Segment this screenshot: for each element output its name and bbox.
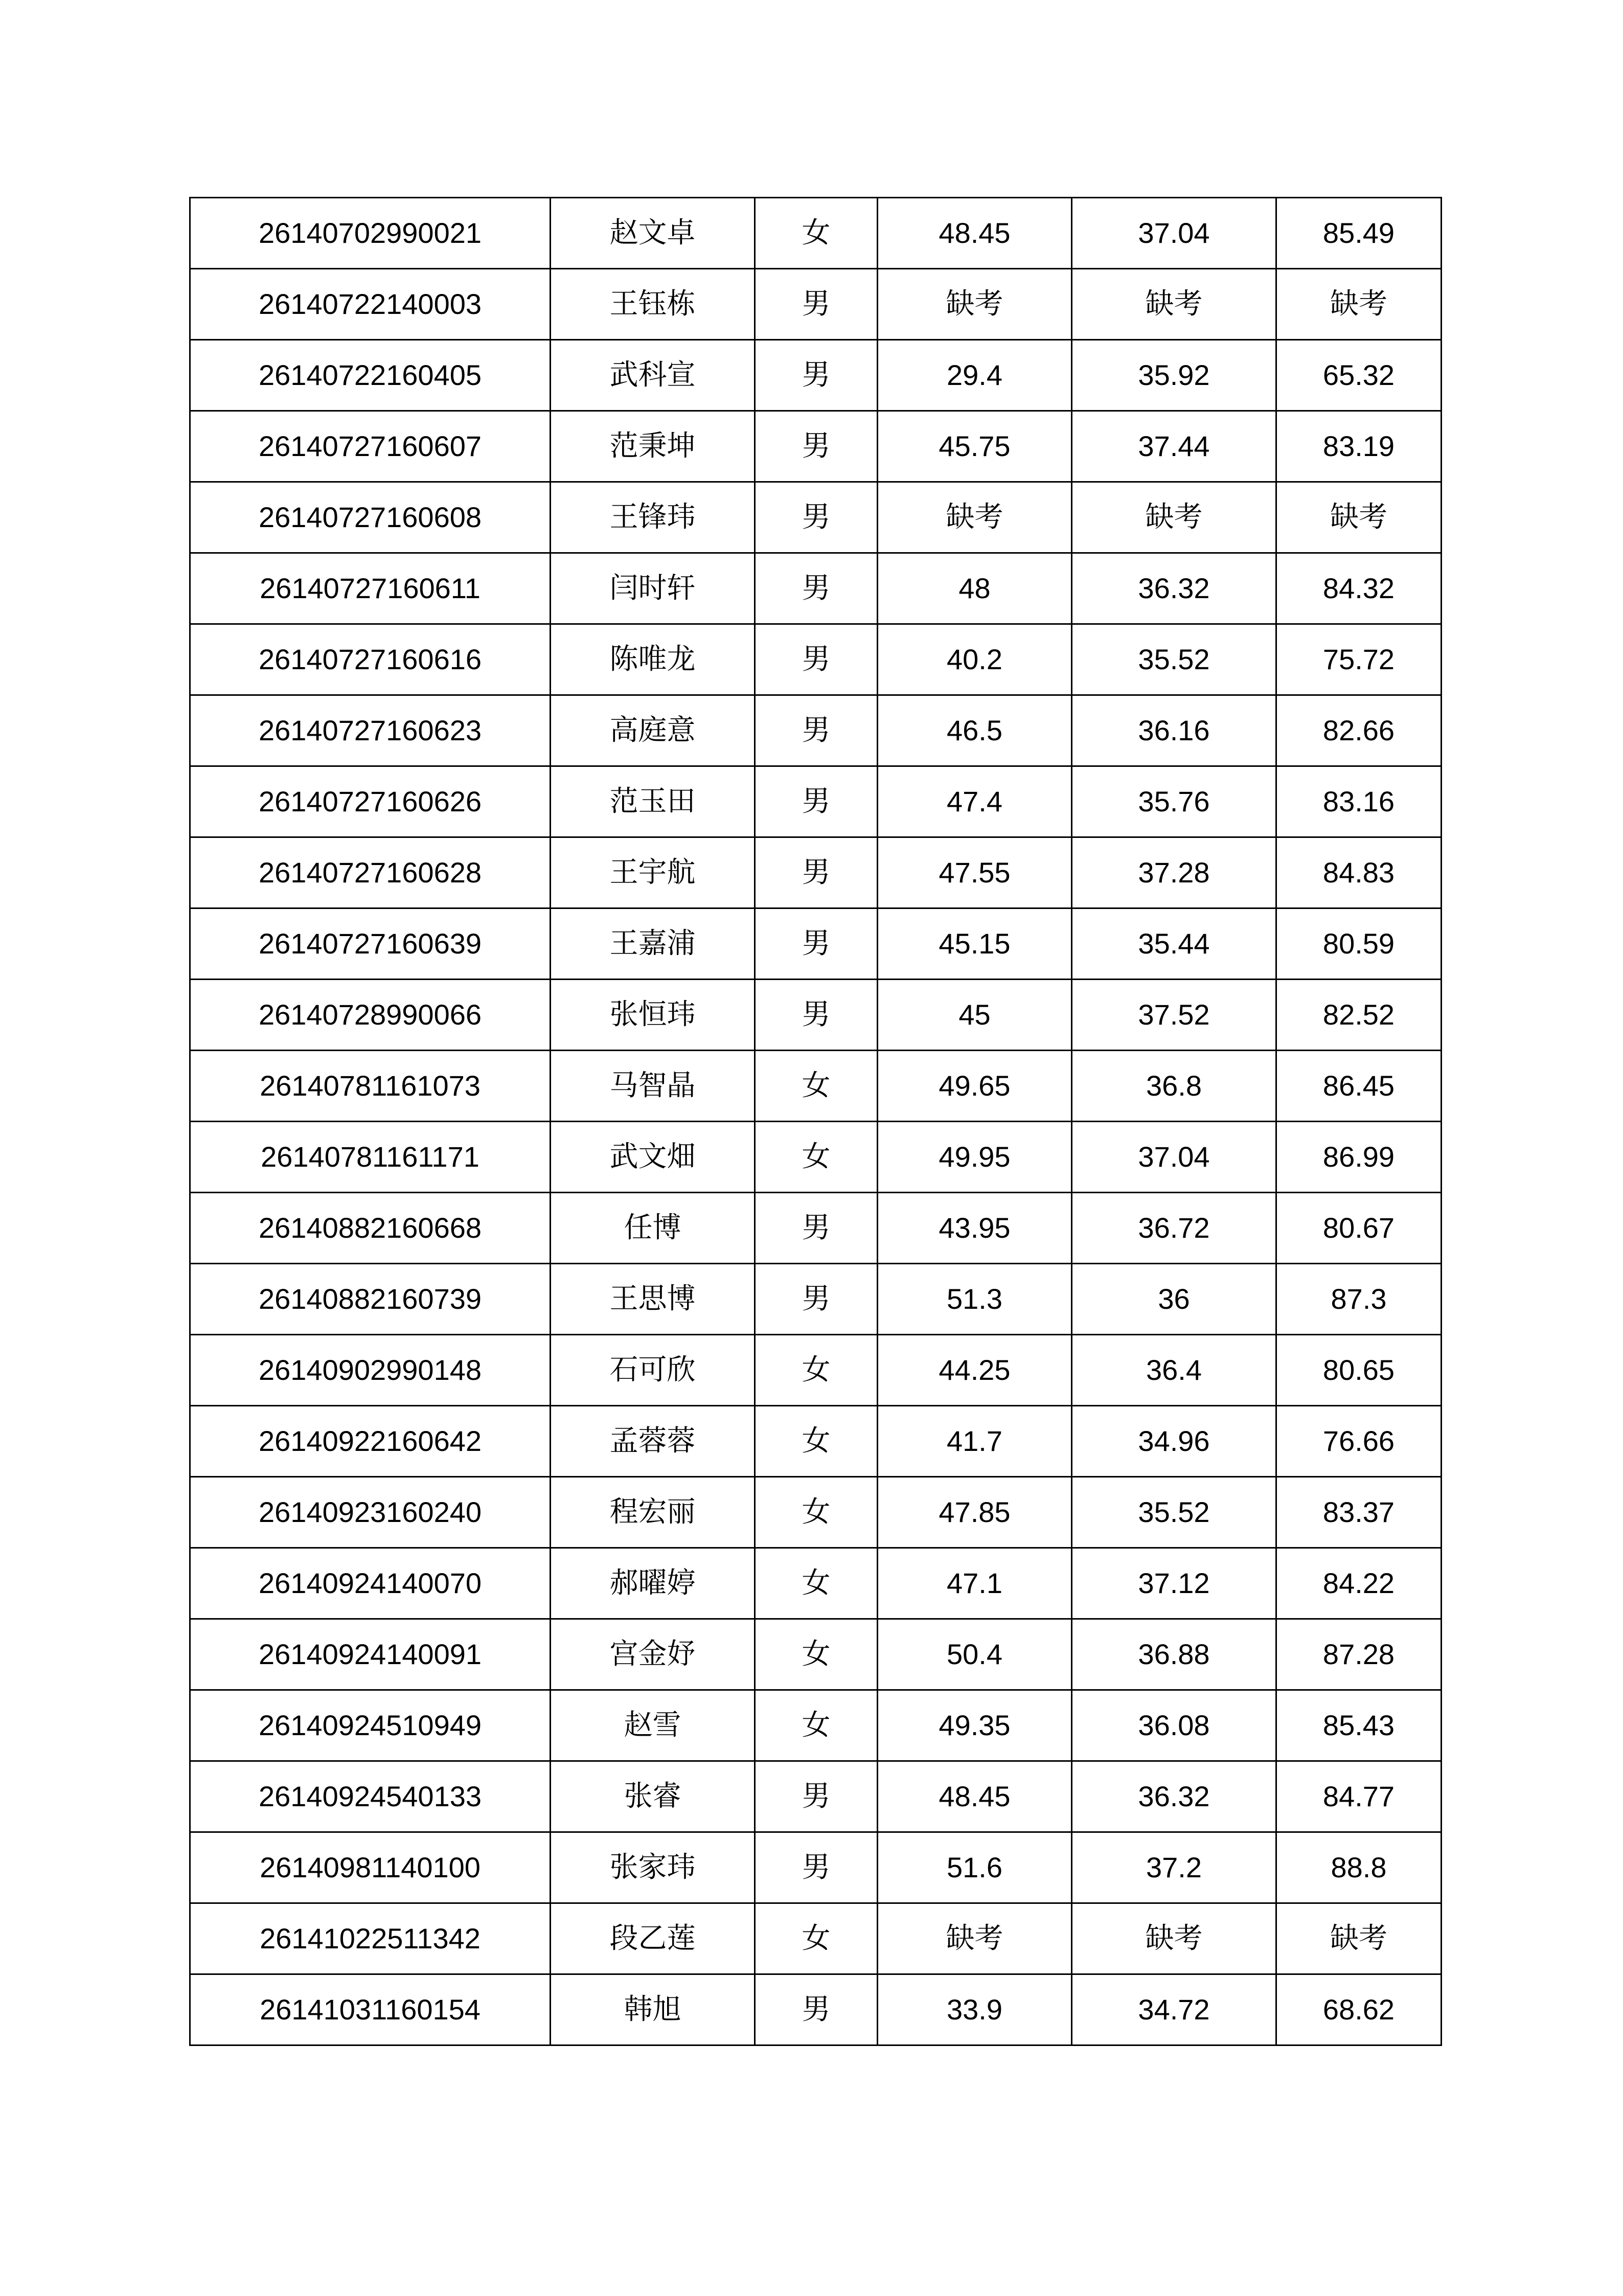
candidate-id-cell: 26140924510949 <box>190 1690 551 1761</box>
name-cell: 马智晶 <box>551 1051 755 1122</box>
score-table <box>189 197 1442 2046</box>
gender-cell: 男 <box>755 1761 878 1832</box>
score1-cell: 缺考 <box>878 1903 1072 1974</box>
candidate-id-cell: 26140727160639 <box>190 908 551 980</box>
score1-cell: 46.5 <box>878 695 1072 766</box>
table-row <box>190 482 1442 553</box>
score1-cell: 缺考 <box>878 482 1072 553</box>
name-cell: 闫时轩 <box>551 553 755 624</box>
gender-cell: 男 <box>755 980 878 1051</box>
candidate-id-cell: 26140781161073 <box>190 1051 551 1122</box>
score1-cell: 40.2 <box>878 624 1072 695</box>
gender-cell: 男 <box>755 1193 878 1264</box>
score1-cell: 43.95 <box>878 1193 1072 1264</box>
total-cell: 缺考 <box>1276 482 1442 553</box>
total-cell: 82.52 <box>1276 980 1442 1051</box>
candidate-id-cell: 26140702990021 <box>190 198 551 269</box>
score1-cell: 47.55 <box>878 837 1072 908</box>
score1-cell: 45.75 <box>878 411 1072 482</box>
gender-cell: 男 <box>755 837 878 908</box>
score2-cell: 37.28 <box>1072 837 1276 908</box>
candidate-id-cell: 26140722160405 <box>190 340 551 411</box>
table-row <box>190 1619 1442 1690</box>
score1-cell: 45 <box>878 980 1072 1051</box>
name-cell: 赵雪 <box>551 1690 755 1761</box>
total-cell: 84.83 <box>1276 837 1442 908</box>
gender-cell: 女 <box>755 1477 878 1548</box>
score2-cell: 缺考 <box>1072 482 1276 553</box>
total-cell: 75.72 <box>1276 624 1442 695</box>
score2-cell: 37.04 <box>1072 1122 1276 1193</box>
total-cell: 87.3 <box>1276 1264 1442 1335</box>
score1-cell: 47.85 <box>878 1477 1072 1548</box>
candidate-id-cell: 26140727160626 <box>190 766 551 837</box>
gender-cell: 男 <box>755 695 878 766</box>
gender-cell: 男 <box>755 1974 878 2045</box>
total-cell: 84.77 <box>1276 1761 1442 1832</box>
score2-cell: 37.2 <box>1072 1832 1276 1903</box>
total-cell: 缺考 <box>1276 269 1442 340</box>
name-cell: 王锋玮 <box>551 482 755 553</box>
name-cell: 范玉田 <box>551 766 755 837</box>
score2-cell: 37.52 <box>1072 980 1276 1051</box>
name-cell: 王宇航 <box>551 837 755 908</box>
candidate-id-cell: 26141031160154 <box>190 1974 551 2045</box>
table-row <box>190 766 1442 837</box>
total-cell: 86.99 <box>1276 1122 1442 1193</box>
total-cell: 65.32 <box>1276 340 1442 411</box>
table-row <box>190 1832 1442 1903</box>
total-cell: 80.67 <box>1276 1193 1442 1264</box>
gender-cell: 女 <box>755 1122 878 1193</box>
gender-cell: 男 <box>755 482 878 553</box>
table-row <box>190 1193 1442 1264</box>
name-cell: 武科宣 <box>551 340 755 411</box>
gender-cell: 男 <box>755 766 878 837</box>
score2-cell: 35.52 <box>1072 624 1276 695</box>
gender-cell: 男 <box>755 1832 878 1903</box>
candidate-id-cell: 26140922160642 <box>190 1406 551 1477</box>
name-cell: 任博 <box>551 1193 755 1264</box>
score2-cell: 缺考 <box>1072 269 1276 340</box>
candidate-id-cell: 26140722140003 <box>190 269 551 340</box>
score2-cell: 35.52 <box>1072 1477 1276 1548</box>
gender-cell: 女 <box>755 1051 878 1122</box>
score2-cell: 36.88 <box>1072 1619 1276 1690</box>
score1-cell: 48.45 <box>878 1761 1072 1832</box>
name-cell: 孟蓉蓉 <box>551 1406 755 1477</box>
total-cell: 80.65 <box>1276 1335 1442 1406</box>
candidate-id-cell: 26140924140091 <box>190 1619 551 1690</box>
name-cell: 石可欣 <box>551 1335 755 1406</box>
score1-cell: 缺考 <box>878 269 1072 340</box>
total-cell: 84.32 <box>1276 553 1442 624</box>
score2-cell: 缺考 <box>1072 1903 1276 1974</box>
name-cell: 段乙莲 <box>551 1903 755 1974</box>
score1-cell: 50.4 <box>878 1619 1072 1690</box>
candidate-id-cell: 26140727160623 <box>190 695 551 766</box>
candidate-id-cell: 26140981140100 <box>190 1832 551 1903</box>
table-row <box>190 1335 1442 1406</box>
score2-cell: 34.96 <box>1072 1406 1276 1477</box>
table-row <box>190 411 1442 482</box>
table-row <box>190 980 1442 1051</box>
score2-cell: 36.8 <box>1072 1051 1276 1122</box>
candidate-id-cell: 26140924140070 <box>190 1548 551 1619</box>
gender-cell: 女 <box>755 1903 878 1974</box>
gender-cell: 女 <box>755 1548 878 1619</box>
score1-cell: 41.7 <box>878 1406 1072 1477</box>
total-cell: 87.28 <box>1276 1619 1442 1690</box>
name-cell: 张恒玮 <box>551 980 755 1051</box>
table-row <box>190 1690 1442 1761</box>
score2-cell: 35.76 <box>1072 766 1276 837</box>
score1-cell: 44.25 <box>878 1335 1072 1406</box>
name-cell: 张睿 <box>551 1761 755 1832</box>
name-cell: 高庭意 <box>551 695 755 766</box>
score2-cell: 36.4 <box>1072 1335 1276 1406</box>
total-cell: 88.8 <box>1276 1832 1442 1903</box>
score1-cell: 51.3 <box>878 1264 1072 1335</box>
name-cell: 赵文卓 <box>551 198 755 269</box>
name-cell: 王思博 <box>551 1264 755 1335</box>
gender-cell: 男 <box>755 553 878 624</box>
gender-cell: 女 <box>755 1406 878 1477</box>
gender-cell: 女 <box>755 1335 878 1406</box>
table-row <box>190 340 1442 411</box>
table-row <box>190 1477 1442 1548</box>
candidate-id-cell: 26140923160240 <box>190 1477 551 1548</box>
table-row <box>190 695 1442 766</box>
table-row <box>190 908 1442 980</box>
gender-cell: 女 <box>755 1690 878 1761</box>
gender-cell: 男 <box>755 1264 878 1335</box>
score1-cell: 48.45 <box>878 198 1072 269</box>
score1-cell: 47.1 <box>878 1548 1072 1619</box>
total-cell: 68.62 <box>1276 1974 1442 2045</box>
score2-cell: 36.16 <box>1072 695 1276 766</box>
candidate-id-cell: 26140882160668 <box>190 1193 551 1264</box>
table-row <box>190 1548 1442 1619</box>
gender-cell: 女 <box>755 1619 878 1690</box>
score2-cell: 37.44 <box>1072 411 1276 482</box>
name-cell: 王嘉浦 <box>551 908 755 980</box>
score1-cell: 47.4 <box>878 766 1072 837</box>
candidate-id-cell: 26140728990066 <box>190 980 551 1051</box>
score2-cell: 37.12 <box>1072 1548 1276 1619</box>
candidate-id-cell: 26140727160607 <box>190 411 551 482</box>
candidate-id-cell: 26140727160608 <box>190 482 551 553</box>
score-table-body <box>190 198 1442 2045</box>
name-cell: 王钰栋 <box>551 269 755 340</box>
name-cell: 张家玮 <box>551 1832 755 1903</box>
name-cell: 武文畑 <box>551 1122 755 1193</box>
table-row <box>190 1903 1442 1974</box>
table-row <box>190 269 1442 340</box>
candidate-id-cell: 26140882160739 <box>190 1264 551 1335</box>
score2-cell: 36.32 <box>1072 553 1276 624</box>
score2-cell: 36.08 <box>1072 1690 1276 1761</box>
candidate-id-cell: 26140781161171 <box>190 1122 551 1193</box>
gender-cell: 男 <box>755 411 878 482</box>
name-cell: 范秉坤 <box>551 411 755 482</box>
total-cell: 83.16 <box>1276 766 1442 837</box>
score2-cell: 37.04 <box>1072 198 1276 269</box>
table-row <box>190 1264 1442 1335</box>
total-cell: 85.43 <box>1276 1690 1442 1761</box>
score1-cell: 33.9 <box>878 1974 1072 2045</box>
candidate-id-cell: 26140902990148 <box>190 1335 551 1406</box>
name-cell: 程宏丽 <box>551 1477 755 1548</box>
table-row <box>190 1122 1442 1193</box>
total-cell: 82.66 <box>1276 695 1442 766</box>
score1-cell: 48 <box>878 553 1072 624</box>
total-cell: 80.59 <box>1276 908 1442 980</box>
score2-cell: 35.44 <box>1072 908 1276 980</box>
score1-cell: 49.95 <box>878 1122 1072 1193</box>
gender-cell: 男 <box>755 624 878 695</box>
score2-cell: 36.72 <box>1072 1193 1276 1264</box>
score2-cell: 35.92 <box>1072 340 1276 411</box>
score1-cell: 49.35 <box>878 1690 1072 1761</box>
total-cell: 76.66 <box>1276 1406 1442 1477</box>
table-row <box>190 837 1442 908</box>
candidate-id-cell: 26140924540133 <box>190 1761 551 1832</box>
name-cell: 郝曜婷 <box>551 1548 755 1619</box>
gender-cell: 男 <box>755 340 878 411</box>
total-cell: 83.37 <box>1276 1477 1442 1548</box>
total-cell: 86.45 <box>1276 1051 1442 1122</box>
total-cell: 85.49 <box>1276 198 1442 269</box>
total-cell: 缺考 <box>1276 1903 1442 1974</box>
candidate-id-cell: 26140727160611 <box>190 553 551 624</box>
total-cell: 84.22 <box>1276 1548 1442 1619</box>
candidate-id-cell: 26140727160616 <box>190 624 551 695</box>
table-row <box>190 553 1442 624</box>
table-row <box>190 1761 1442 1832</box>
candidate-id-cell: 26140727160628 <box>190 837 551 908</box>
score1-cell: 51.6 <box>878 1832 1072 1903</box>
name-cell: 韩旭 <box>551 1974 755 2045</box>
gender-cell: 男 <box>755 908 878 980</box>
score1-cell: 29.4 <box>878 340 1072 411</box>
table-row <box>190 1406 1442 1477</box>
table-row <box>190 624 1442 695</box>
gender-cell: 女 <box>755 198 878 269</box>
score2-cell: 36.32 <box>1072 1761 1276 1832</box>
name-cell: 宫金妤 <box>551 1619 755 1690</box>
candidate-id-cell: 26141022511342 <box>190 1903 551 1974</box>
score2-cell: 34.72 <box>1072 1974 1276 2045</box>
table-row <box>190 198 1442 269</box>
total-cell: 83.19 <box>1276 411 1442 482</box>
table-row <box>190 1974 1442 2045</box>
score1-cell: 45.15 <box>878 908 1072 980</box>
table-row <box>190 1051 1442 1122</box>
gender-cell: 男 <box>755 269 878 340</box>
name-cell: 陈唯龙 <box>551 624 755 695</box>
score2-cell: 36 <box>1072 1264 1276 1335</box>
score1-cell: 49.65 <box>878 1051 1072 1122</box>
